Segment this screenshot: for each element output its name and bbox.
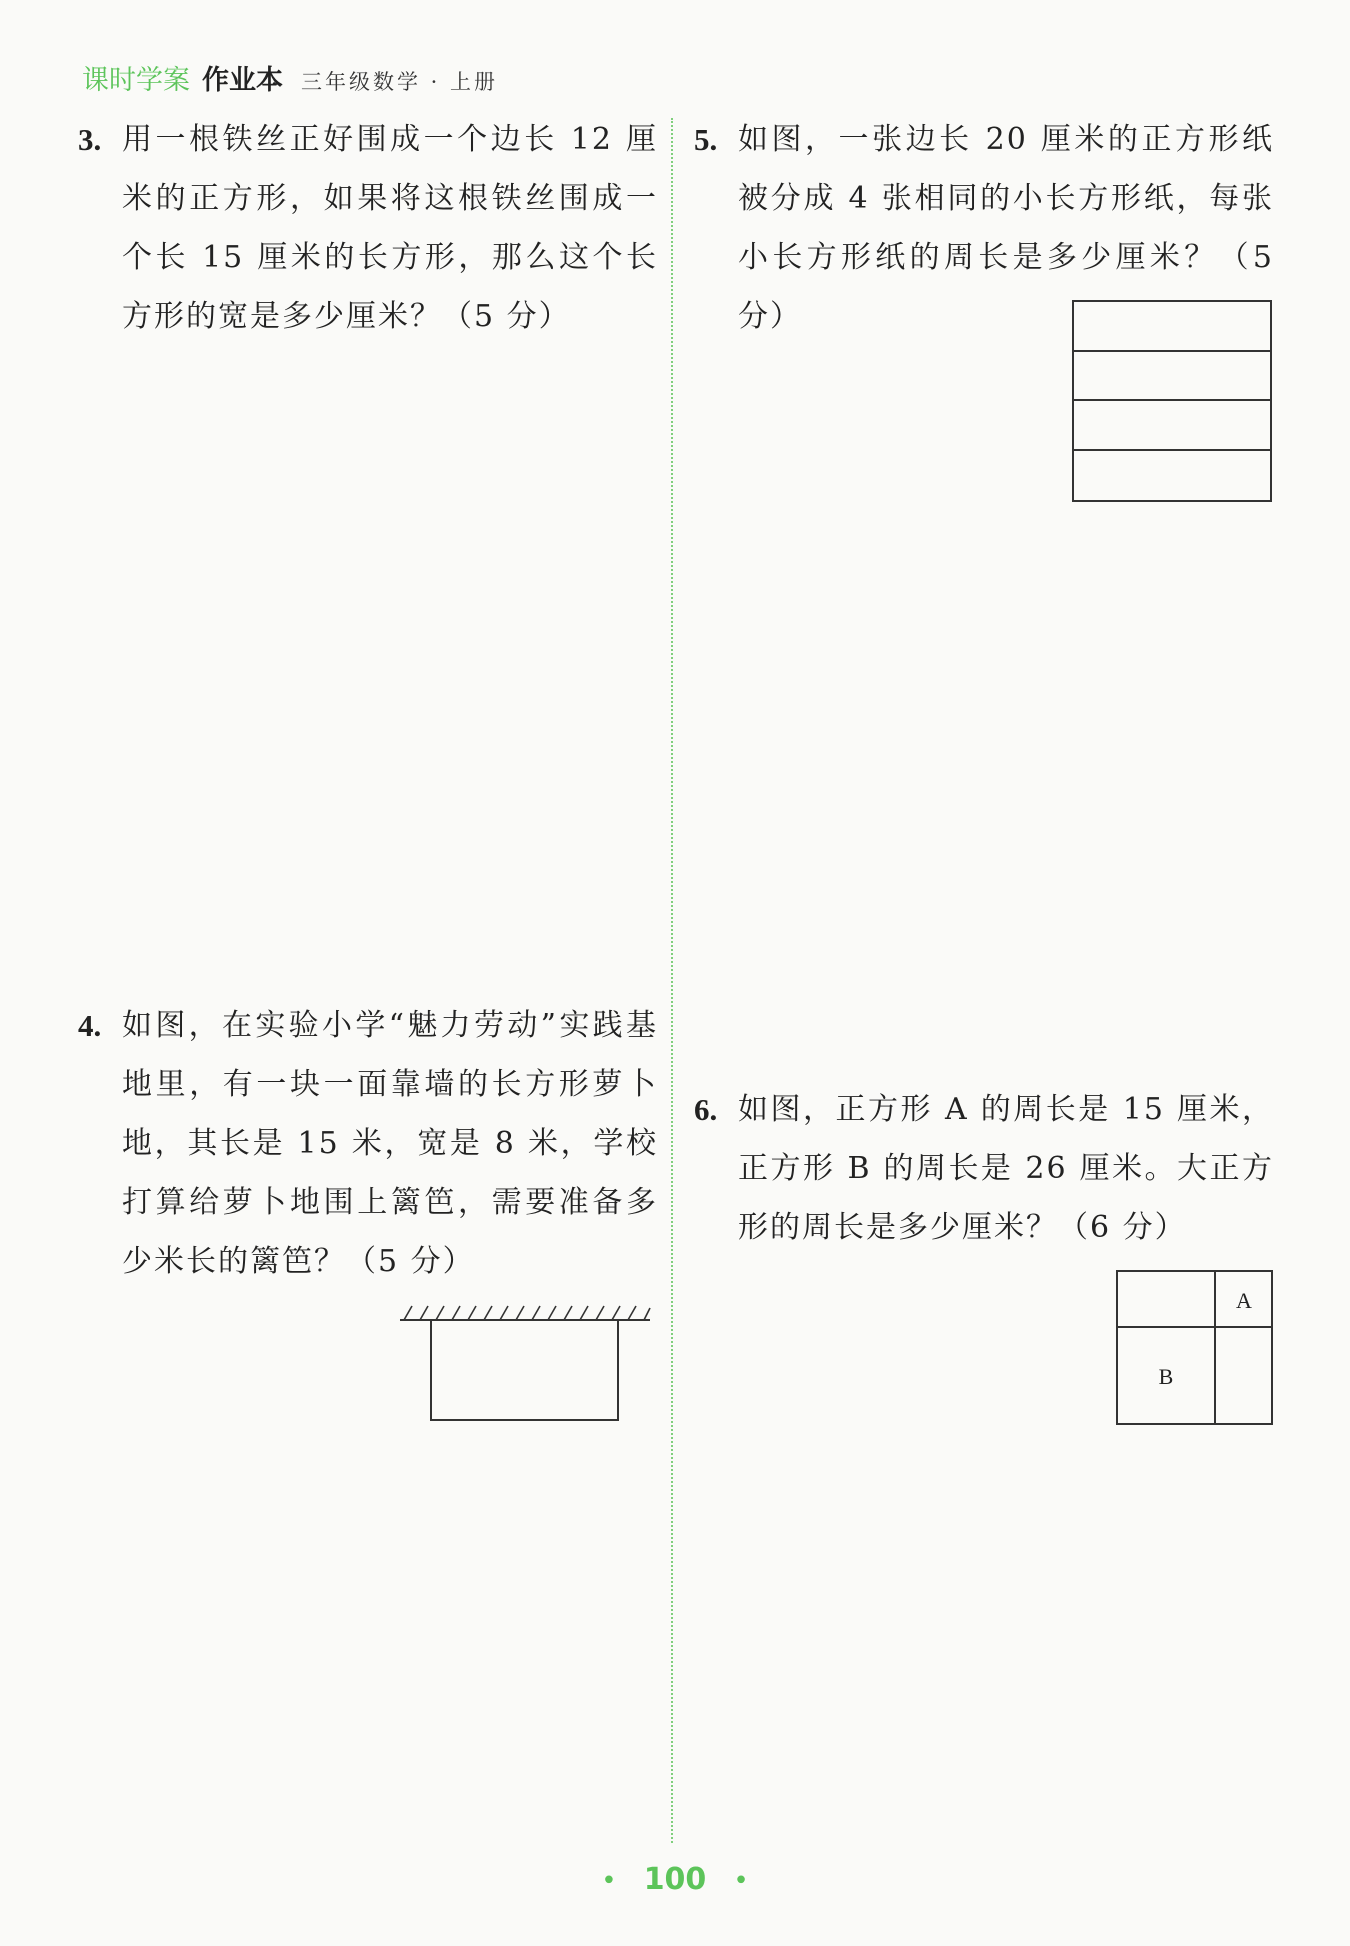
page-number: 100 [643,1862,707,1897]
question-number: 3. [78,122,102,157]
paper-strip [1074,352,1270,402]
question-number: 5. [694,122,718,157]
label-a: A [1236,1288,1252,1313]
footer-dot-left: • [601,1866,617,1896]
page-header [82,58,498,98]
question-3 [78,110,658,346]
footer-dot-right: • [733,1866,749,1896]
squares-figure [1116,1270,1273,1425]
question-number: 6. [694,1092,718,1127]
brand-name: 课时学案 [82,65,190,96]
question-4 [78,996,658,1291]
wall-hatching [404,1306,650,1320]
book-subtitle: 三年级数学 · 上册 [301,70,499,94]
paper-strip [1074,401,1270,451]
question-6 [694,1080,1274,1257]
question-text: 如图，一张边长 20 厘米的正方形纸被分成 4 张相同的小长方形纸，每张小长方形纸的周长是多少厘米？（5 分） [738,122,1274,334]
field-rectangle [431,1320,618,1420]
question-text: 如图，正方形 A 的周长是 15 厘米，正方形 B 的周长是 26 厘米。大正方形的周长是多少厘米？（6 分） [738,1092,1274,1245]
page-footer [0,1862,1350,1897]
paper-strip [1074,451,1270,501]
question-number: 4. [78,1008,102,1043]
radish-field-figure [398,1300,654,1424]
question-text: 如图，在实验小学“魅力劳动”实践基地里，有一块一面靠墙的长方形萝卜地，其长是 15 米，宽是 8 米，学校打算给萝卜地围上篱笆，需要准备多少米长的篱笆？（5 分） [122,1008,658,1279]
brand-product: 作业本 [202,65,283,96]
question-text: 用一根铁丝正好围成一个边长 12 厘米的正方形，如果将这根铁丝围成一个长 15 厘米的长方形，那么这个长方形的宽是多少厘米？（5 分） [122,122,658,334]
label-b: B [1158,1364,1174,1389]
paper-strip [1074,302,1270,352]
square-paper-figure [1072,300,1272,502]
column-divider [671,118,673,1843]
